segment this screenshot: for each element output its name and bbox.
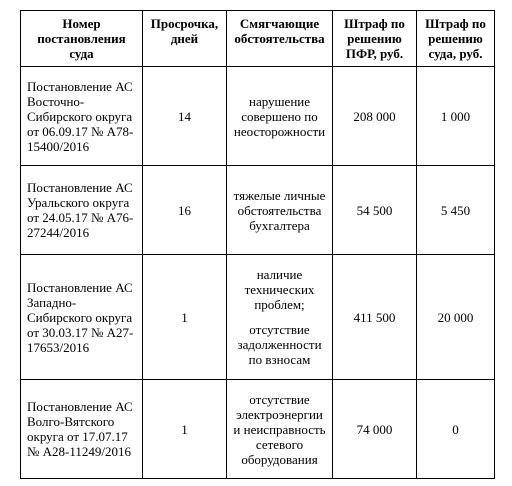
cell-resolution: Постановление АС Уральского округа от 24.05.17 № А76-27244/2016 xyxy=(21,166,143,255)
table-body xyxy=(21,67,495,479)
header-pfr-fine: Штраф по решению ПФР, руб. xyxy=(333,11,417,67)
table-row xyxy=(21,67,495,166)
cell-court-fine: 1 000 xyxy=(417,67,495,166)
cell-delay: 1 xyxy=(143,380,227,479)
circumstance-text: отсутствие задолженности по взносам xyxy=(237,322,322,367)
fines-table xyxy=(20,10,495,479)
cell-resolution: Постановление АС Восточно-Сибирского округа от 06.09.17 № А78-15400/2016 xyxy=(21,67,143,166)
cell-court-fine: 20 000 xyxy=(417,255,495,380)
cell-pfr-fine: 208 000 xyxy=(333,67,417,166)
cell-court-fine: 0 xyxy=(417,380,495,479)
cell-delay: 14 xyxy=(143,67,227,166)
header-resolution: Номер постановления суда xyxy=(21,11,143,67)
circumstance-text: наличие технических проблем; xyxy=(244,267,315,312)
cell-pfr-fine: 411 500 xyxy=(333,255,417,380)
cell-pfr-fine: 54 500 xyxy=(333,166,417,255)
cell-court-fine: 5 450 xyxy=(417,166,495,255)
cell-resolution: Постановление АС Западно-Сибирского округа от 30.03.17 № А27-17653/2016 xyxy=(21,255,143,380)
cell-circumstances xyxy=(227,166,333,255)
circumstance-text: отсутствие электроэнергии и неисправность сетевого оборудования xyxy=(233,391,326,467)
circumstance-text: тяжелые личные обстоятельства бухгалтера xyxy=(233,187,326,233)
table-row xyxy=(21,380,495,479)
header-row xyxy=(21,11,495,67)
cell-resolution: Постановление АС Волго-Вятского округа от 17.07.17 № А28-11249/2016 xyxy=(21,380,143,479)
table-row xyxy=(21,166,495,255)
header-court-fine: Штраф по решению суда, руб. xyxy=(417,11,495,67)
cell-circumstances xyxy=(227,255,333,380)
circumstance-text: нарушение совершено по неосторожности xyxy=(233,93,326,139)
cell-pfr-fine: 74 000 xyxy=(333,380,417,479)
table-header xyxy=(21,11,495,67)
header-circumstances: Смягчающие обстоятельства xyxy=(227,11,333,67)
table-row xyxy=(21,255,495,380)
cell-delay: 16 xyxy=(143,166,227,255)
header-delay: Просрочка, дней xyxy=(143,11,227,67)
cell-delay: 1 xyxy=(143,255,227,380)
cell-circumstances xyxy=(227,380,333,479)
cell-circumstances xyxy=(227,67,333,166)
